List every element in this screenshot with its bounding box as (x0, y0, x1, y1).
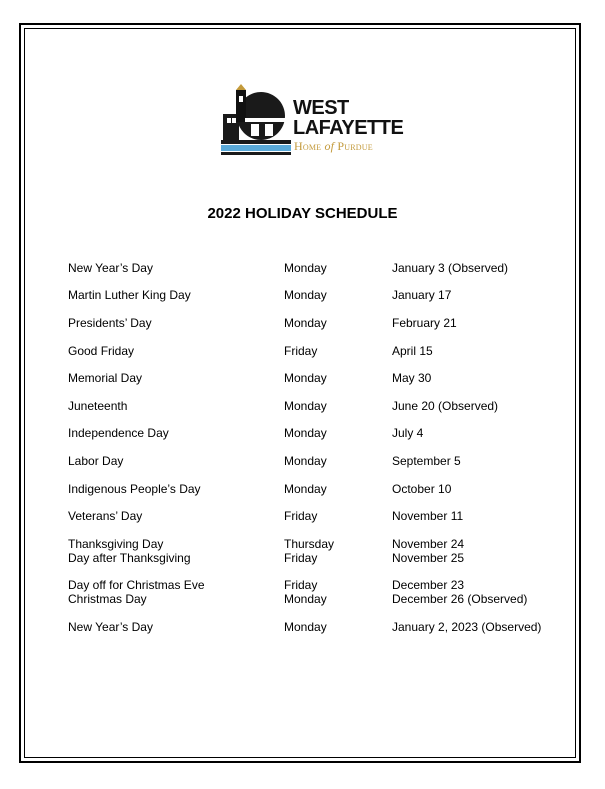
holiday-weekday: Friday (284, 578, 318, 592)
holiday-date: January 17 (392, 288, 452, 302)
holiday-name: Juneteenth (68, 399, 128, 413)
holiday-weekday: Friday (284, 509, 318, 523)
holiday-name: Memorial Day (68, 371, 143, 385)
holiday-date: October 10 (392, 482, 452, 496)
clock-tower-emblem-icon (221, 84, 291, 156)
holiday-weekday: Friday (284, 344, 318, 358)
holiday-name: Veterans’ Day (68, 509, 143, 523)
holiday-weekday: Thursday (284, 537, 335, 551)
holiday-date: April 15 (392, 344, 433, 358)
holiday-date: February 21 (392, 316, 457, 330)
holiday-name: Day off for Christmas Eve (68, 578, 205, 592)
holiday-name: Martin Luther King Day (68, 288, 191, 302)
holiday-weekday: Monday (284, 592, 327, 606)
holiday-name: Indigenous People’s Day (68, 482, 201, 496)
holiday-weekday: Monday (284, 454, 327, 468)
holiday-date: May 30 (392, 371, 432, 385)
holiday-name: Christmas Day (68, 592, 147, 606)
holiday-name: Independence Day (68, 426, 169, 440)
holiday-date: December 26 (Observed) (392, 592, 528, 606)
holiday-date: June 20 (Observed) (392, 399, 499, 413)
logo-tagline (294, 140, 373, 153)
holiday-weekday: Friday (284, 551, 318, 565)
holiday-date: January 3 (Observed) (392, 261, 509, 275)
holiday-name: Day after Thanksgiving (68, 551, 191, 565)
holiday-weekday: Monday (284, 288, 327, 302)
logo-tagline-home: Home (294, 139, 325, 153)
logo-wordmark-lafayette: LAFAYETTE (293, 117, 404, 139)
holiday-name: Presidents’ Day (68, 316, 152, 330)
page-title: 2022 HOLIDAY SCHEDULE (207, 205, 398, 222)
holiday-date: December 23 (392, 578, 465, 592)
holiday-date: November 11 (392, 509, 464, 523)
holiday-weekday: Monday (284, 482, 327, 496)
logo-wordmark-west: WEST (293, 97, 349, 119)
holiday-weekday: Monday (284, 426, 327, 440)
logo-tagline-purdue: Purdue (334, 139, 373, 153)
holiday-name: New Year’s Day (68, 261, 153, 275)
holiday-date: September 5 (392, 454, 461, 468)
holiday-weekday: Monday (284, 399, 327, 413)
holiday-date: July 4 (392, 426, 424, 440)
logo-tagline-of: of (324, 139, 335, 153)
holiday-weekday: Monday (284, 316, 327, 330)
holiday-date: January 2, 2023 (Observed) (392, 620, 542, 634)
holiday-name: New Year’s Day (68, 620, 153, 634)
holiday-name: Labor Day (68, 454, 124, 468)
holiday-weekday: Monday (284, 261, 327, 275)
holiday-weekday: Monday (284, 620, 327, 634)
holiday-name: Thanksgiving Day (68, 537, 164, 551)
holiday-weekday: Monday (284, 371, 327, 385)
holiday-name: Good Friday (68, 344, 135, 358)
holiday-date: November 25 (392, 551, 465, 565)
city-logo (221, 84, 404, 156)
holiday-date: November 24 (392, 537, 465, 551)
